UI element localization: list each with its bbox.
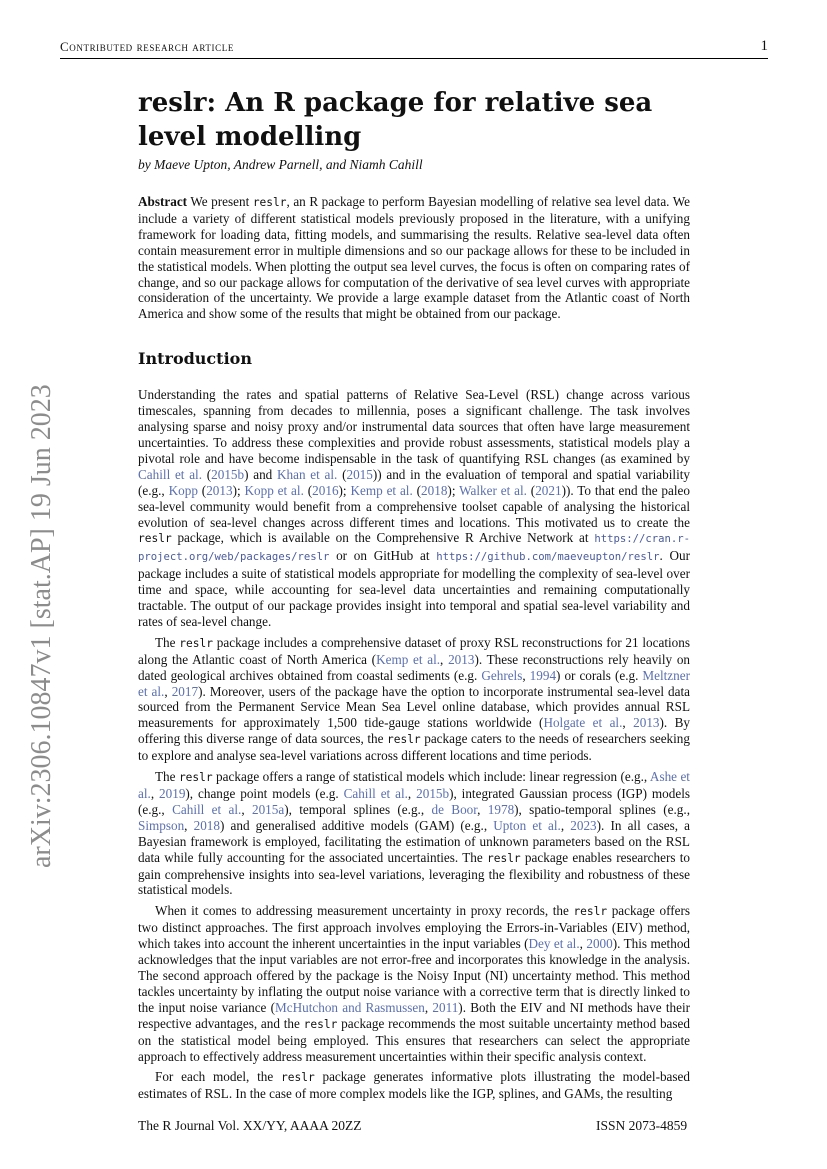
text-run: package recommends the most suitable uncertainty method based on the statistical model being employed. This ensures that researchers can select the appropriate approach to effectively address measurement uncertainties within their specific analysis context.	[138, 1015, 690, 1064]
text-run: package caters to the needs of researchers seeking to explore and analyse sea-level variations across different locations and time periods.	[138, 731, 690, 764]
citation-link[interactable]: 2017	[171, 683, 199, 699]
text-run: ), spatio-temporal splines (e.g.,	[514, 801, 690, 817]
section-heading-introduction: Introduction	[138, 349, 252, 369]
citation-link[interactable]: Cahill et al.	[343, 786, 408, 801]
package-name: reslr	[252, 196, 287, 209]
text-run: ) or corals (e.g.	[556, 667, 643, 683]
text-run: The	[155, 769, 179, 785]
abstract-label: Abstract	[138, 194, 188, 209]
text-run: package includes a comprehensive dataset of proxy RSL reconstructions for 21 locations along the Atlantic coast of North America (	[138, 634, 690, 667]
citation-link[interactable]: Kemp et al.	[376, 651, 441, 667]
citation-link[interactable]: 2013	[448, 651, 475, 667]
abstract-text: We present	[190, 194, 250, 209]
paragraph	[138, 387, 690, 630]
text-run: (	[197, 482, 207, 498]
citation-link[interactable]: 2021	[535, 482, 562, 498]
text-run: Understanding the rates and spatial patterns of Relative Sea-Level (RSL) change across various timescales, spanning from decades to millennia, poses a significant challenge. The task involves analysing sparse and noisy proxy and/or instrumental data sources that often have large measurement uncertainties. To address these complexities and provide robust assessments, statistical models play a pivotal role and have become indispensable in the task of quantifying RSL changes (as examined by	[138, 387, 690, 466]
citation-link[interactable]: 2018	[421, 482, 448, 498]
cran-url-link[interactable]: https://cran.r-project.org/web/packages/reslr	[138, 533, 690, 564]
citation-link[interactable]: Kopp et al.	[244, 482, 304, 498]
text-run: (	[303, 482, 313, 498]
text-run: (	[337, 466, 347, 482]
text-run: (	[412, 482, 422, 498]
citation-link[interactable]: Cahill et al.	[172, 801, 242, 817]
text-run: )) and in the evaluation of temporal and spatial variability (e.g.,	[138, 466, 690, 498]
citation-link[interactable]: 2011	[432, 999, 459, 1015]
citation-link[interactable]: 2018	[193, 817, 220, 833]
citation-link[interactable]: 1978	[487, 801, 515, 817]
citation-link[interactable]: Khan et al.	[277, 466, 338, 482]
citation-link[interactable]: Dey et al.	[528, 936, 580, 952]
citation-link[interactable]: Walker et al.	[459, 482, 527, 498]
package-name: reslr	[573, 905, 608, 919]
citation-link[interactable]: 2016	[312, 482, 339, 498]
package-name: reslr	[386, 733, 421, 747]
text-run: ), temporal splines (e.g.,	[284, 801, 432, 817]
running-title: Contributed research article	[60, 39, 234, 54]
citation-link[interactable]: de Boor	[431, 801, 478, 817]
citation-link[interactable]: Kopp	[168, 482, 198, 498]
citation-link[interactable]: Cahill et al.	[138, 466, 203, 482]
package-name: reslr	[303, 1017, 338, 1031]
text-run: ), change point models (e.g.	[185, 786, 344, 801]
abstract	[138, 194, 690, 322]
citation-link[interactable]: 2015	[346, 466, 373, 482]
text-run: When it comes to addressing measurement uncertainty in proxy records, the	[155, 903, 574, 919]
github-url-link[interactable]: https://github.com/maeveupton/reslr	[436, 551, 660, 564]
package-name: reslr	[178, 771, 213, 785]
package-name: reslr	[486, 851, 521, 865]
citation-link[interactable]: 2015a	[251, 801, 285, 817]
citation-link[interactable]: 2019	[159, 786, 186, 801]
text-run: );	[232, 482, 245, 498]
text-run: package generates informative plots illustrating the model-based estimates of RSL. In the case of more complex models like the IGP, splines, and GAMs, the resulting	[138, 1069, 690, 1102]
text-run: ), integrated Gaussian process (IGP) models (e.g.,	[138, 786, 691, 817]
text-run: . Our package includes a suite of statistical models appropriate for modelling the complexity of sea-level over time and space, while accounting for sea-level data uncertainties and remaining computationally tractable. The output of our package provides insight into temporal and spatial sea-level variability and rates of sea-level change.	[138, 548, 690, 629]
paragraph	[138, 1069, 690, 1102]
package-name: reslr	[179, 636, 213, 650]
text-run: or on GitHub at	[329, 548, 437, 564]
text-run: ) and	[244, 466, 277, 482]
package-name: reslr	[138, 532, 172, 546]
abstract-text: , an R package to perform Bayesian modelling of relative sea level data. We include a variety of different statistical models previously proposed in the literature, with a unifying framework for loading data, fitting models, and summarising the results. Relative sea-level data often contain measurement error in multiple dimensions and so our package allows for these to be included in the statistical models. When plotting the output sea level curves, the focus is often on comparing rates of change, and so our package allows for computation of the derivative of sea level curves with appropriate consideration of the uncertainty. We provide a large example dataset from the Atlantic coast of North America and show some of the results that might be obtained from our package.	[138, 194, 691, 322]
text-run: package offers a range of statistical models which include: linear regression (e.g.,	[212, 769, 650, 785]
running-header	[60, 38, 768, 59]
citation-link[interactable]: Meltzner et al.	[138, 667, 690, 699]
citation-link[interactable]: 2015b	[416, 786, 450, 801]
journal-footer: The R Journal Vol. XX/YY, AAAA 20ZZ	[138, 1118, 362, 1133]
text-run: );	[338, 482, 351, 498]
paragraph: The reslr package offers a range of statistical models which include: linear regression (e.g., Ashe et al., 2019), change point models (e.g. Cahill et al., 2015b), integrated Gaussian process (IGP) models (e.g., Cahill et al., 2015a), temporal splines (e.g., de Boor, 1978), spatio-temporal splines (e.g., Simpson, 2018) and generalised additive models (GAM) (e.g., Upton et al., 2023). In all cases, a Bayesian framework is employed, facilitating the estimation of unknown parameters based on the RSL data while fully accounting for the associated uncertainties. The reslr package enables researchers to gain comprehensive insights into sea-level variations, leveraging the flexibility and robustness of these statistical models.	[138, 769, 691, 898]
arxiv-identifier[interactable]: arXiv:2306.10847v1 [stat.AP] 19 Jun 2023	[26, 384, 57, 868]
citation-link[interactable]: Upton et al.	[493, 817, 561, 833]
citation-link[interactable]: Ashe et al.	[138, 769, 690, 801]
citation-link[interactable]: Kemp et al.	[350, 482, 413, 498]
citation-link[interactable]: 2000	[586, 936, 613, 952]
citation-link[interactable]: Simpson	[138, 817, 185, 833]
page-number: 1	[760, 38, 768, 54]
text-run: (	[526, 482, 536, 498]
paper-title: reslr: An R package for relative sea level modelling	[138, 88, 653, 152]
citation-link[interactable]: 2013	[206, 482, 233, 498]
article-body	[138, 86, 690, 1102]
author-line: by Maeve Upton, Andrew Parnell, and Niamh Cahill	[138, 157, 423, 172]
paragraph: When it comes to addressing measurement uncertainty in proxy records, the reslr package offers two distinct approaches. The first approach involves employing the Errors-in-Variables (EIV) method, which takes into account the inherent uncertainties in the input variables (Dey et al., 2000). This method acknowledges that the input variables are not error-free and incorporates this knowledge in the analysis. The second approach offered by the package is the Noisy Input (NI) uncertainty method. This method tackles uncertainty by inflating the output noise variance with a corrective term that is directly linked to the input noise variance (McHutchon and Rasmussen, 2011). Both the EIV and NI methods have their respective advantages, and the reslr package recommends the most suitable uncertainty method based on the statistical model being employed. This ensures that researchers can select the appropriate approach to effectively address measurement uncertainties within their specific analysis context.	[138, 903, 691, 1064]
text-run: ). In all cases, a Bayesian framework is employed, facilitating the estimation of unknown parameters based on the RSL data while fully accounting for the associated uncertainties. The	[138, 817, 690, 865]
citation-link[interactable]: 1994	[529, 667, 557, 683]
text-run: For each model, the	[155, 1069, 281, 1085]
text-run: (	[202, 466, 212, 482]
text-run: )). To that end the paleo sea-level community would benefit from a comprehensive toolset capable of analysing the historical evolution of sea-level changes across different times and locations. This motivated us to create the	[138, 482, 690, 530]
text-run: ) and generalised additive models (GAM) (e.g.,	[219, 817, 494, 833]
text-run: ). Moreover, users of the package have the option to incorporate instrumental sea-level data sourced from the Permanent Service Mean Sea Level online database, which provides annual RSL measurements for approximately 1,500 tide-gauge stations worldwide (	[138, 683, 690, 731]
text-run: ). Both the EIV and NI methods have their respective advantages, and the	[138, 999, 691, 1031]
text-run: );	[447, 482, 460, 498]
text-run: package, which is available on the Comprehensive R Archive Network at	[171, 530, 595, 546]
issn-footer: ISSN 2073-4859	[596, 1118, 688, 1133]
citation-link[interactable]: McHutchon and Rasmussen	[275, 999, 425, 1015]
citation-link[interactable]: 2013	[633, 715, 660, 731]
citation-link[interactable]: Gehrels	[481, 667, 523, 683]
text-run: ). By offering this diverse range of data sources, the	[138, 715, 691, 747]
citation-link[interactable]: 2023	[570, 817, 597, 833]
text-run: package enables researchers to gain comprehensive insights into sea-level variations, leveraging the flexibility and robustness of these statistical models.	[138, 849, 691, 898]
package-name: reslr	[281, 1071, 315, 1085]
text-run: package offers two distinct approaches. The first approach involves employing the Errors-in-Variables (EIV) method, which takes into account the inherent uncertainties in the input variables (	[138, 903, 690, 952]
text-run: ). These reconstructions rely heavily on dated geological archives obtained from coastal sediments (e.g.	[138, 651, 691, 683]
paragraph: The reslr package includes a comprehensive dataset of proxy RSL reconstructions for 21 locations along the Atlantic coast of North America (Kemp et al., 2013). These reconstructions rely heavily on dated geological archives obtained from coastal sediments (e.g. Gehrels, 1994) or corals (e.g. Meltzner et al., 2017). Moreover, users of the package have the option to incorporate instrumental sea-level data sourced from the Permanent Service Mean Sea Level online database, which provides annual RSL measurements for approximately 1,500 tide-gauge stations worldwide (Holgate et al., 2013). By offering this diverse range of data sources, the reslr package caters to the needs of researchers seeking to explore and analyse sea-level variations across different locations and time periods.	[138, 634, 691, 764]
text-run: ). This method acknowledges that the input variables are not error-free and incorporates this knowledge in the analysis. The second approach offered by the package is the Noisy Input (NI) uncertainty method. This method tackles uncertainty by inflating the output noise variance with a corrective term that is directly linked to the input noise variance (	[138, 936, 691, 1015]
citation-link[interactable]: Holgate et al.	[543, 715, 623, 731]
text-run: The	[155, 634, 180, 650]
citation-link[interactable]: 2015b	[211, 466, 245, 482]
